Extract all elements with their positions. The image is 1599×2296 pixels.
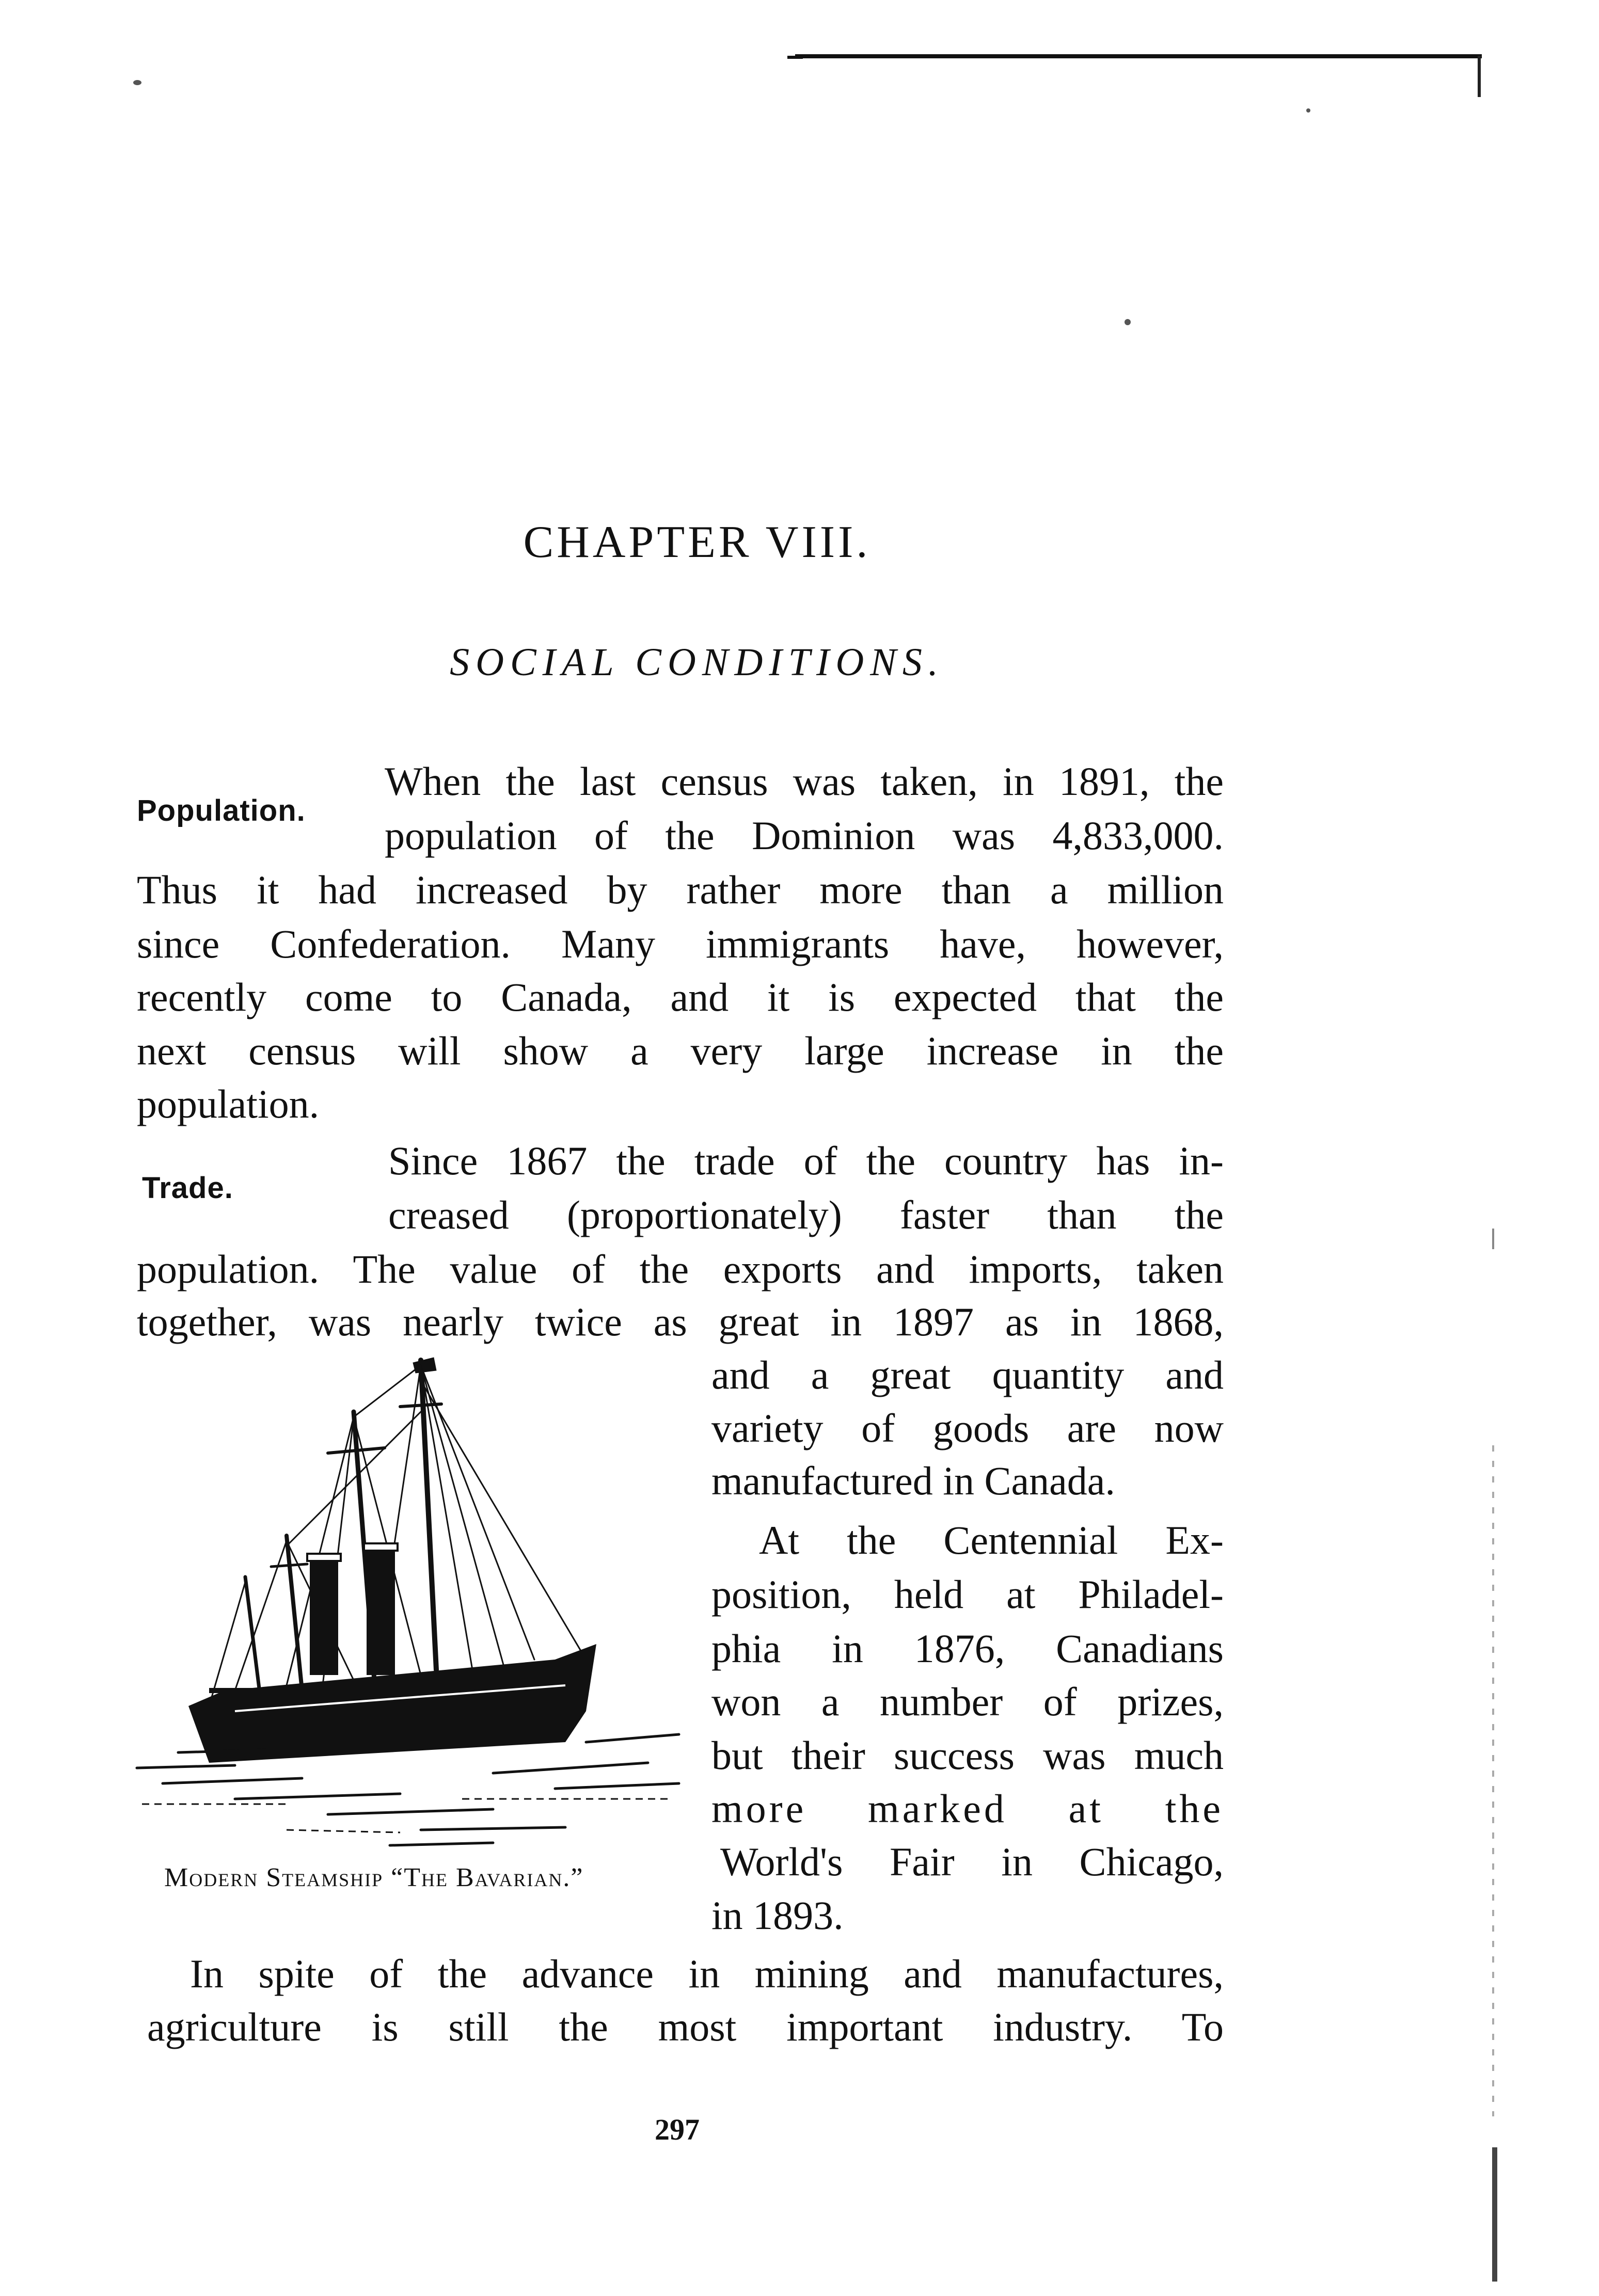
steamship-illustration [132,1350,689,1866]
scan-speck [133,80,141,85]
text-line: population of the Dominion was 4,833,000. [385,813,1224,858]
text-line: won a number of prizes, [711,1679,1224,1724]
text-line: Thus it had increased by rather more than a million [137,867,1224,912]
sidenote-population: Population. [137,794,306,827]
text-line: in 1893. [711,1893,844,1938]
chapter-subtitle: SOCIAL CONDITIONS. [450,641,944,684]
text-line: next census will show a very large increase in the [137,1028,1224,1073]
top-rule-tick [1478,56,1481,97]
text-line: World's Fair in Chicago, [720,1839,1224,1884]
text-line: together, was nearly twice as great in 1897 as in 1868, [137,1299,1224,1344]
text-line: but their success was much [711,1733,1224,1778]
illustration-caption: Modern Steamship “The Bavarian.” [164,1863,584,1892]
text-line: population. [137,1081,320,1126]
page-number: 297 [655,2113,700,2146]
margin-mark [1492,1445,1494,2116]
text-line: phia in 1876, Canadians [711,1626,1224,1671]
text-line: since Confederation. Many immigrants have, however, [137,921,1224,966]
text-line: When the last census was taken, in 1891, the [385,759,1224,804]
top-rule [795,54,1482,58]
scan-speck [1306,108,1310,113]
text-line: Since 1867 the trade of the country has in- [388,1138,1224,1183]
text-line: At the Centennial Ex- [759,1518,1224,1562]
sidenote-trade: Trade. [142,1171,233,1205]
text-line: recently come to Canada, and it is expected that the [137,975,1224,1019]
margin-mark [1492,2147,1497,2282]
text-line: creased (proportionately) faster than the [388,1192,1224,1237]
text-line: In spite of the advance in mining and manufactures, [190,1951,1224,1996]
text-line: variety of goods are now [711,1406,1224,1450]
text-line: manufactured in Canada. [711,1458,1115,1503]
text-line: agriculture is still the most important industry. To [147,2004,1224,2049]
text-line: population. The value of the exports and imports, taken [137,1247,1224,1292]
text-line: position, held at Philadel- [711,1572,1224,1617]
text-line: more marked at the [711,1786,1224,1831]
scan-speck [1125,319,1131,325]
text-line: and a great quantity and [711,1352,1224,1397]
margin-mark [1492,1229,1494,1249]
chapter-heading: CHAPTER VIII. [523,517,871,567]
